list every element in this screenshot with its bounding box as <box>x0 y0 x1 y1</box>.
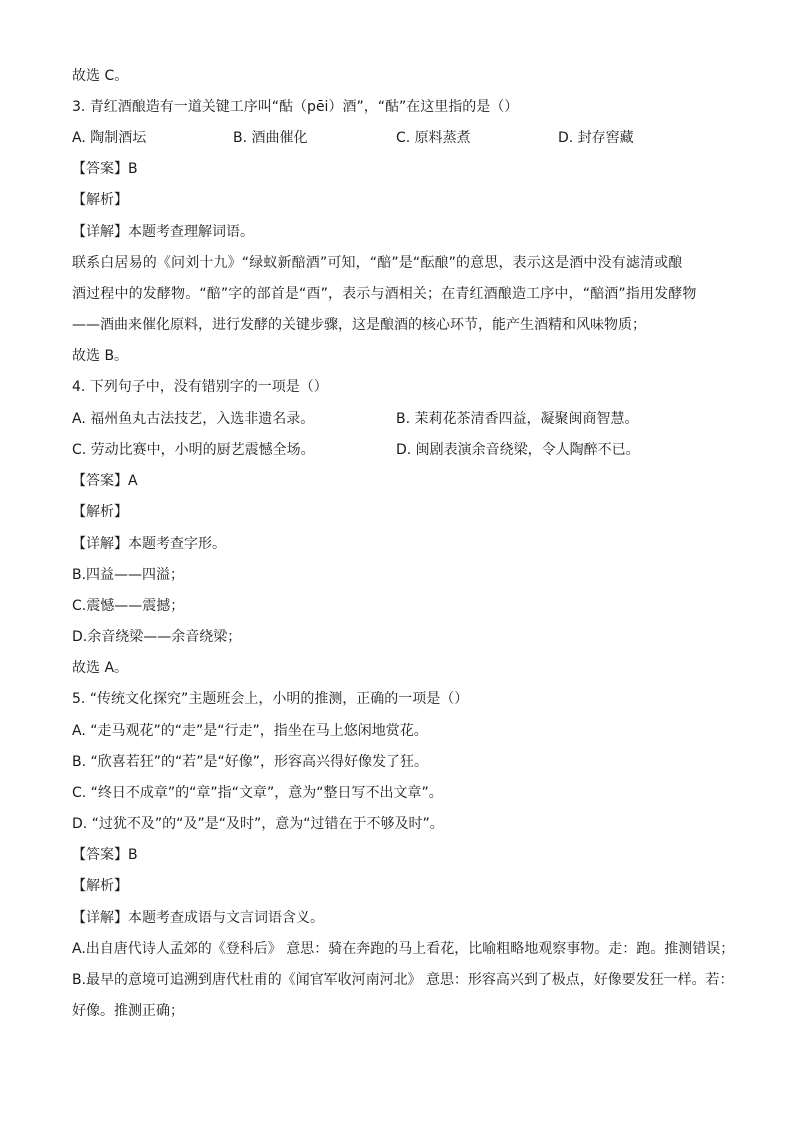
q3-explanation-line: ——酒曲来催化原料，进行发酵的关键步骤，这是酿酒的核心环节，能产生酒精和风味物质； <box>72 317 646 333</box>
q5-explanation-line: B.最早的意境可追溯到唐代杜甫的《闻官军收河南河北》 意思：形容高兴到了极点，好像要发狂一样。若： <box>72 972 734 988</box>
q5-stem: 5. “传统文化探究”主题班会上，小明的推测，正确的一项是（） <box>72 691 469 707</box>
q4-option-b: B. 茉莉花茶清香四益，凝聚闽商智慧。 <box>396 411 639 427</box>
q2-conclusion: 故选 C。 <box>72 68 129 84</box>
q5-option-c: C. “终日不成章”的“章”指“文章”，意为“整日写不出文章”。 <box>72 785 443 801</box>
q4-option-d: D. 闽剧表演余音绕梁，令人陶醉不已。 <box>396 442 640 458</box>
q4-conclusion: 故选 A。 <box>72 660 129 676</box>
q3-explanation-line: 酒过程中的发酵物。“醅”字的部首是“酉”，表示与酒相关；在青红酒酿造工序中，“醅酒”指用发酵物 <box>72 286 697 302</box>
q4-analysis-label: 【解析】 <box>72 504 128 520</box>
q3-answer: 【答案】B <box>72 161 138 177</box>
q3-option-c: C. 原料蒸煮 <box>396 130 471 146</box>
q3-detail: 【详解】本题考查理解词语。 <box>72 224 254 240</box>
q4-correction: D.余音绕梁——余音绕梁； <box>72 629 242 645</box>
q5-explanation-line: A.出自唐代诗人孟郊的《登科后》 意思：骑在奔跑的马上看花，比喻粗略地观察事物。走：跑。推测错误； <box>72 941 735 957</box>
q5-option-a: A. “走马观花”的“走”是“行走”，指坐在马上悠闲地赏花。 <box>72 723 428 739</box>
q3-stem: 3. 青红酒酿造有一道关键工序叫“酤（pēi）酒”，“酤”在这里指的是（） <box>72 99 519 115</box>
q3-option-a: A. 陶制酒坛 <box>72 130 147 146</box>
q4-stem: 4. 下列句子中，没有错别字的一项是（） <box>72 379 328 395</box>
q5-analysis-label: 【解析】 <box>72 878 128 894</box>
q5-explanation-line: 好像。推测正确； <box>72 1003 184 1019</box>
q4-correction: C.震憾——震撼； <box>72 598 185 614</box>
q3-conclusion: 故选 B。 <box>72 348 129 364</box>
q4-correction: B.四益——四溢； <box>72 567 185 583</box>
q5-answer: 【答案】B <box>72 847 138 863</box>
q3-analysis-label: 【解析】 <box>72 192 128 208</box>
q5-option-d: D. “过犹不及”的“及”是“及时”，意为“过错在于不够及时”。 <box>72 816 444 832</box>
q4-answer: 【答案】A <box>72 473 138 489</box>
q3-option-b: B. 酒曲催化 <box>233 130 308 146</box>
q3-explanation-line: 联系白居易的《问刘十九》“绿蚁新醅酒”可知，“醅”是“酝酿”的意思，表示这是酒中没有滤清或酿 <box>72 255 683 271</box>
q3-option-d: D. 封存窖藏 <box>558 130 634 146</box>
q4-option-a: A. 福州鱼丸古法技艺，入选非遗名录。 <box>72 411 315 427</box>
q5-option-b: B. “欣喜若狂”的“若”是“好像”，形容高兴得好像发了狂。 <box>72 754 429 770</box>
q5-detail: 【详解】本题考查成语与文言词语含义。 <box>72 910 324 926</box>
q4-detail: 【详解】本题考查字形。 <box>72 536 226 552</box>
q4-option-c: C. 劳动比赛中，小明的厨艺震憾全场。 <box>72 442 315 458</box>
